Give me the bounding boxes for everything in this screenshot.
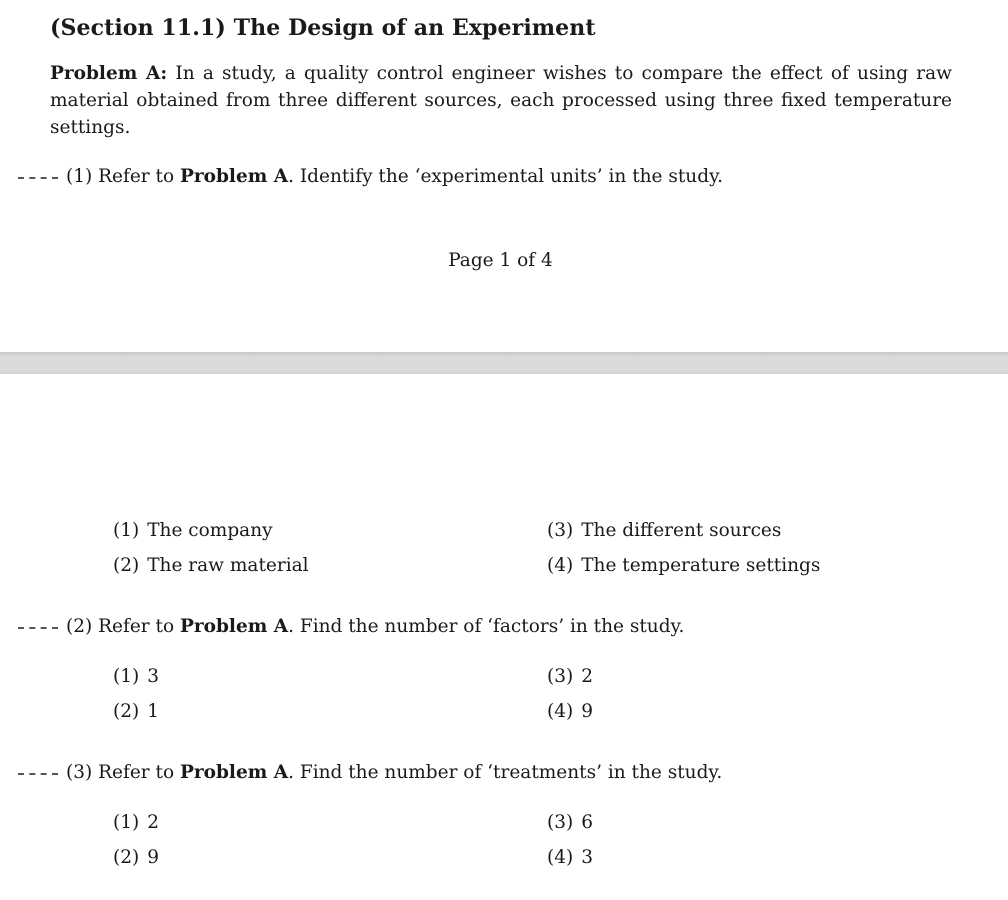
answer-blank xyxy=(18,773,58,775)
problem-label: Problem A: xyxy=(50,63,168,84)
question-number: (2) xyxy=(66,616,93,637)
question-number: (1) xyxy=(66,166,93,187)
q2-option-1: (1) 3 xyxy=(113,666,159,687)
q2-option-3: (3) 2 xyxy=(547,666,593,687)
question-prefix: Refer to xyxy=(98,616,175,637)
q1-option-4: (4) The temperature settings xyxy=(547,555,821,576)
question-ref: Problem A xyxy=(179,762,289,783)
q2-option-2: (2) 1 xyxy=(113,701,159,722)
page-footer: Page 1 of 4 xyxy=(448,250,553,271)
q1-option-2: (2) The raw material xyxy=(113,555,309,576)
question-ref: Problem A xyxy=(179,616,289,637)
question-prefix: Refer to xyxy=(98,762,175,783)
question-prefix: Refer to xyxy=(98,166,175,187)
q3-option-3: (3) 6 xyxy=(547,812,593,833)
answer-blank xyxy=(18,627,58,629)
question-number: (3) xyxy=(66,762,93,783)
question-2 xyxy=(18,616,684,637)
question-3 xyxy=(18,762,722,783)
answer-blank xyxy=(18,177,58,179)
q3-option-1: (1) 2 xyxy=(113,812,159,833)
problem-text: In a study, a quality control engineer wishes to compare the effect of using raw material obtained from three different sources, each processed using three fixed temperature settings. xyxy=(50,63,952,138)
q3-option-4: (4) 3 xyxy=(547,847,593,868)
q1-option-1: (1) The company xyxy=(113,520,273,541)
section-title: (Section 11.1) The Design of an Experiment xyxy=(50,15,596,41)
question-text: . Find the number of ‘factors’ in the study. xyxy=(288,616,685,637)
question-1 xyxy=(18,166,723,187)
page-separator xyxy=(0,352,1008,374)
problem-statement xyxy=(50,60,952,141)
page-1 xyxy=(0,0,1008,352)
question-ref: Problem A xyxy=(179,166,289,187)
question-text: . Find the number of ‘treatments’ in the study. xyxy=(288,762,723,783)
question-text: . Identify the ‘experimental units’ in the study. xyxy=(288,166,723,187)
q1-option-3: (3) The different sources xyxy=(547,520,782,541)
q3-option-2: (2) 9 xyxy=(113,847,159,868)
q2-option-4: (4) 9 xyxy=(547,701,593,722)
